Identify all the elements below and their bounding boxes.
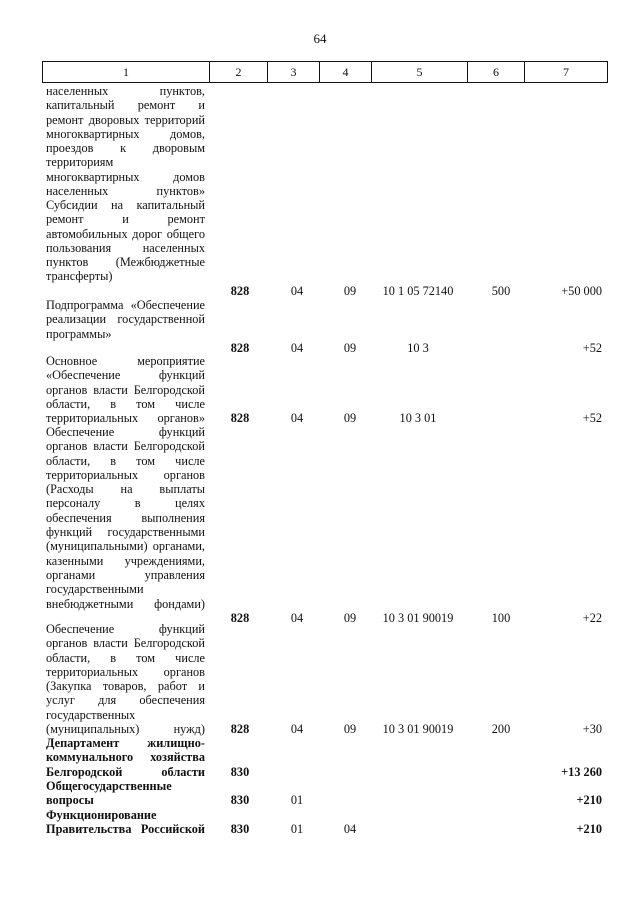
row-subsection: 04 xyxy=(343,822,357,836)
header-col-4: 4 xyxy=(320,62,372,82)
row-ministry-code: 828 xyxy=(230,411,250,425)
row-description: Основное мероприятие «Обеспечение функций органов власти Белгородской области, в том числе территориальных органов» xyxy=(46,354,205,426)
row-ministry-code: 828 xyxy=(230,284,250,298)
row-description: Обеспечение функций органов власти Белгородской области, в том числе территориальных органов (Закупка товаров, работ и услуг для обеспечения государственных (муниципальных) нужд) xyxy=(46,622,205,737)
row-subsection: 09 xyxy=(343,611,357,625)
row-section: 04 xyxy=(290,341,304,355)
row-amount: +210 xyxy=(576,822,602,836)
row-description: Функционирование Правительства Российской xyxy=(46,808,205,837)
row-ministry-code: 830 xyxy=(230,793,250,807)
row-amount: +52 xyxy=(582,411,602,425)
row-description: Субсидии на капитальный ремонт и ремонт автомобильных дорог общего пользования населенных пунктов (Межбюджетные трансферты) xyxy=(46,198,205,284)
row-section: 04 xyxy=(290,411,304,425)
row-subsection: 09 xyxy=(343,722,357,736)
row-target-article: 10 3 01 xyxy=(399,411,437,425)
row-ministry-code: 828 xyxy=(230,341,250,355)
row-subsection: 09 xyxy=(343,341,357,355)
row-amount: +30 xyxy=(582,722,602,736)
row-description: Обеспечение функций органов власти Белгородской области, в том числе территориальных органов (Расходы на выплаты персоналу в целях обеспечения выполнения функций государственными (муниципальными) органами, казенными учреждениями, органами управления государственными внебюджетными фондами) xyxy=(46,425,205,611)
header-col-2: 2 xyxy=(210,62,268,82)
header-col-3: 3 xyxy=(268,62,320,82)
row-amount: +22 xyxy=(582,611,602,625)
row-target-article: 10 3 01 90019 xyxy=(382,611,454,625)
row-description: Общегосударственные вопросы xyxy=(46,779,172,808)
row-amount: +210 xyxy=(576,793,602,807)
row-amount: +13 260 xyxy=(561,765,602,779)
header-col-5: 5 xyxy=(372,62,468,82)
header-col-6: 6 xyxy=(468,62,525,82)
row-expense-type: 100 xyxy=(491,611,511,625)
row-target-article: 10 3 01 90019 xyxy=(382,722,454,736)
row-target-article: 10 3 xyxy=(407,341,429,355)
row-amount: +50 000 xyxy=(561,284,602,298)
row-description: Подпрограмма «Обеспечение реализации государственной программы» xyxy=(46,298,205,341)
row-section: 01 xyxy=(290,822,304,836)
row-ministry-code: 828 xyxy=(230,722,250,736)
row-ministry-code: 828 xyxy=(230,611,250,625)
row-description: населенных пунктов, капитальный ремонт и ремонт дворовых территорий многоквартирных домов, проездов к дворовым территориям многоквартирных домов населенных пунктов» xyxy=(46,84,205,199)
header-col-1: 1 xyxy=(43,62,210,82)
row-subsection: 09 xyxy=(343,411,357,425)
row-expense-type: 500 xyxy=(491,284,511,298)
row-ministry-code: 830 xyxy=(230,765,250,779)
row-amount: +52 xyxy=(582,341,602,355)
page-number: 64 xyxy=(313,31,327,46)
row-section: 04 xyxy=(290,611,304,625)
row-section: 04 xyxy=(290,722,304,736)
row-section: 01 xyxy=(290,793,304,807)
row-subsection: 09 xyxy=(343,284,357,298)
row-description: Департамент жилищно-коммунального хозяйства Белгородской области xyxy=(46,736,205,779)
row-section: 04 xyxy=(290,284,304,298)
table-header-row xyxy=(42,61,608,83)
row-target-article: 10 1 05 72140 xyxy=(382,284,454,298)
header-col-7: 7 xyxy=(563,65,569,79)
row-expense-type: 200 xyxy=(491,722,511,736)
row-ministry-code: 830 xyxy=(230,822,250,836)
